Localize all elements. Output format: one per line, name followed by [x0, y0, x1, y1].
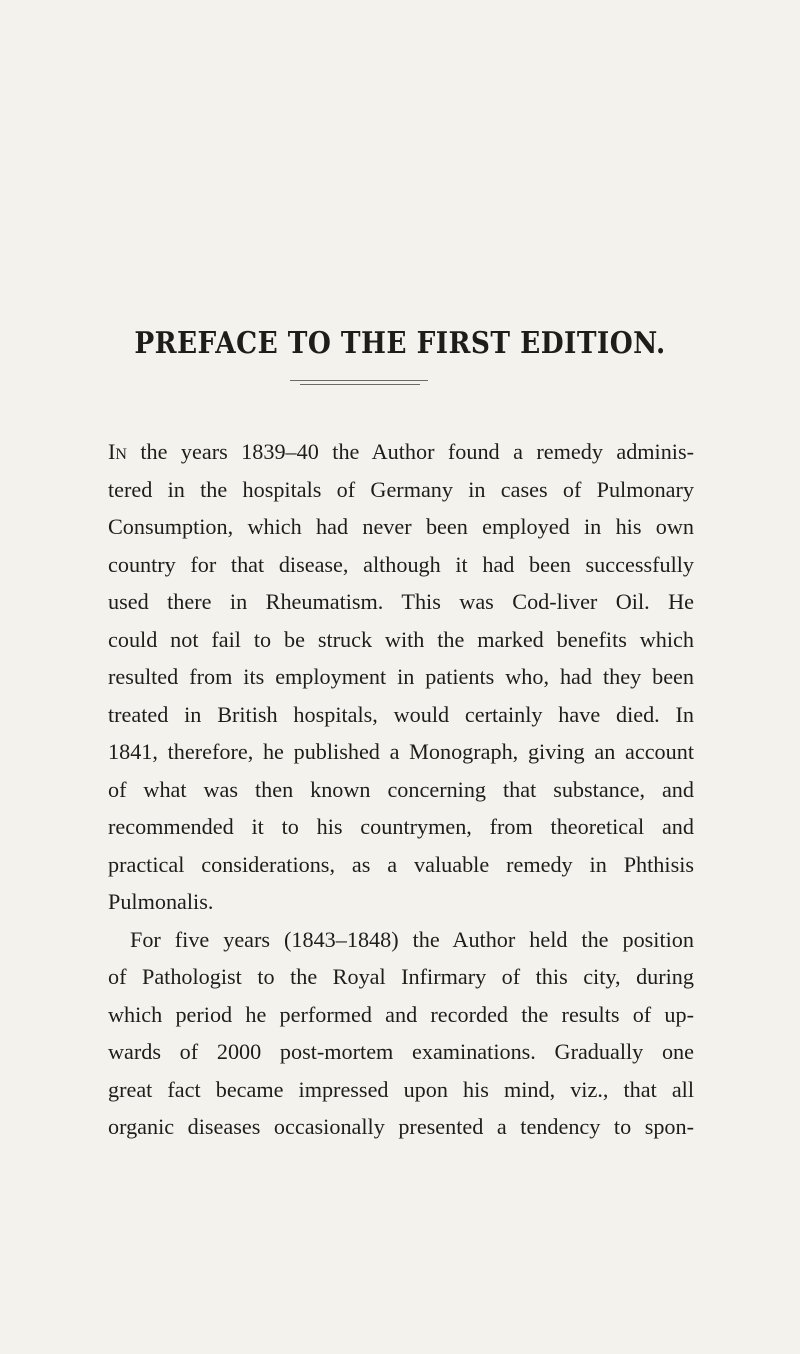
text-line: 1841, therefore, he published a Monograph, giving an account [108, 739, 694, 764]
paragraph-1 [108, 433, 694, 921]
text-line: country for that disease, although it had been successfully [108, 551, 694, 577]
preface-body [108, 433, 694, 1146]
title-rule-bottom [300, 384, 420, 385]
text-line: organic diseases occasionally presented a tendency to spon- [108, 1114, 694, 1139]
paragraph-2 [108, 921, 694, 1146]
text-line: resulted from its employment in patients who, had they been [108, 664, 694, 689]
lead-in-word: In [108, 439, 127, 464]
text-line: Consumption, which had never been employed in his own [108, 514, 694, 539]
page-title: PREFACE TO THE FIRST EDITION. [134, 326, 666, 361]
text-line: of Pathologist to the Royal Infirmary of this city, during [108, 964, 694, 989]
text-line: In the years 1839–40 the Author found a remedy adminis- [108, 439, 694, 464]
text-line: practical considerations, as a valuable remedy in Phthisis [108, 851, 694, 877]
text-line: tered in the hospitals of Germany in cases of Pulmonary [108, 476, 694, 502]
text-line: Pulmonalis. [108, 889, 214, 914]
text-line: treated in British hospitals, would certainly have died. In [108, 701, 694, 727]
text-line: of what was then known concerning that substance, and [108, 776, 694, 802]
text-line: could not fail to be struck with the marked benefits which [108, 626, 694, 652]
text-line: For five years (1843–1848) the Author held the position [130, 926, 694, 952]
text-line: wards of 2000 post-mortem examinations. Gradually one [108, 1039, 694, 1064]
text-line: which period he performed and recorded the results of up- [108, 1001, 694, 1027]
text-line: used there in Rheumatism. This was Cod-liver Oil. He [108, 589, 694, 614]
text-line: great fact became impressed upon his mind, viz., that all [108, 1076, 694, 1102]
text-line: recommended it to his countrymen, from theoretical and [108, 814, 694, 839]
title-rule-top [290, 380, 428, 381]
